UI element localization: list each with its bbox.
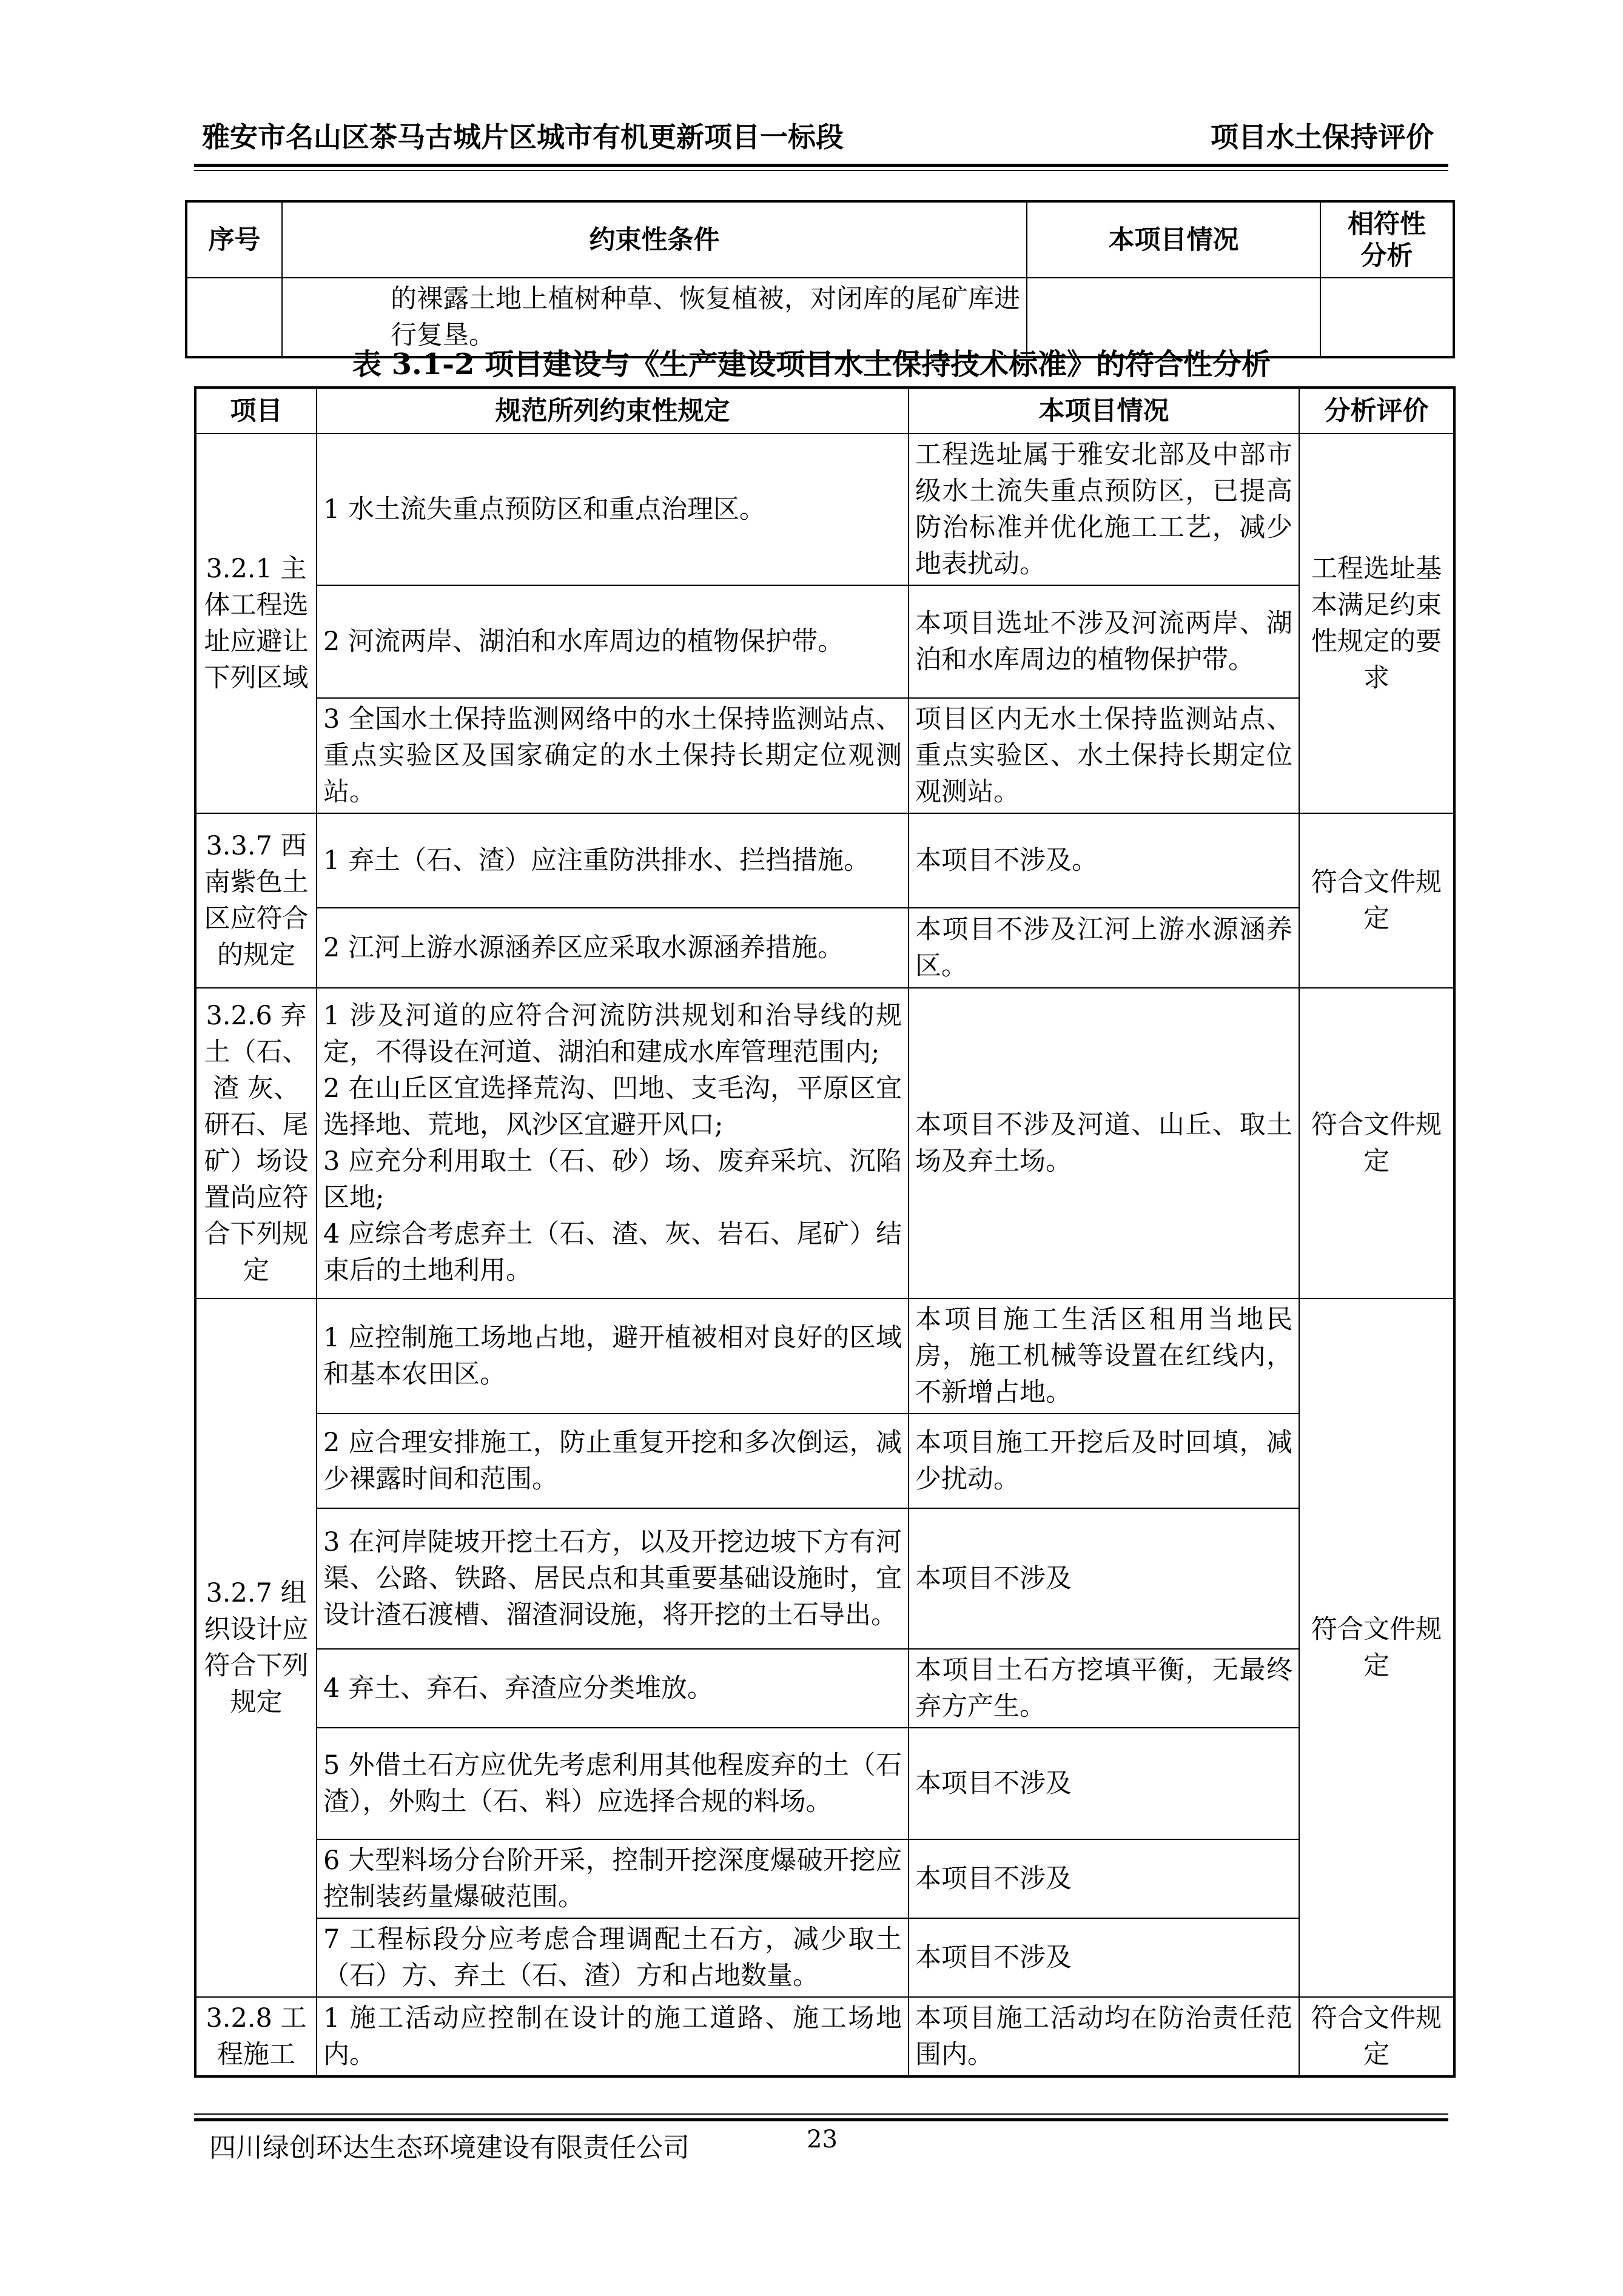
page-number: 23 [807, 2126, 838, 2153]
table2-title: 表 3.1-2 项目建设与《生产建设项目水土保持技术标准》的符合性分析 [352, 347, 1271, 381]
col-header-condition: 约束性条件 [282, 201, 1027, 278]
table-row [195, 1414, 1454, 1508]
group-evaluation: 符合文件规定 [1299, 813, 1454, 988]
situation-cell: 本项目不涉及河道、山丘、取土场及弃土场。 [909, 988, 1299, 1298]
table-row [195, 988, 1454, 1298]
situation-cell: 项目区内无水土保持监测站点、重点实验区、水土保持长期定位观测站。 [909, 698, 1299, 813]
situation-cell: 本项目不涉及 [909, 1728, 1299, 1839]
col-header-number: 序号 [186, 201, 282, 278]
situation-cell: 本项目土石方挖填平衡，无最终弃方产生。 [909, 1649, 1299, 1728]
col-header-rule: 规范所列约束性规定 [317, 388, 909, 434]
header-project-title: 雅安市名山区茶马古城片区城市有机更新项目一标段 [202, 121, 844, 153]
col-header-item: 项目 [195, 388, 317, 434]
situation-cell: 工程选址属于雅安北部及中部市级水土流失重点预防区，已提高防治标准并优化施工工艺，减少地表扰动。 [909, 434, 1299, 585]
table-row [195, 813, 1454, 908]
table-row [195, 434, 1454, 585]
compliance-table [194, 386, 1456, 2078]
rule-cell: 5 外借土石方应优先考虑利用其他程废弃的土（石渣），外购土（石、料）应选择合规的料场。 [317, 1728, 909, 1839]
situation-cell: 本项目施工生活区租用当地民房，施工机械等设置在红线内，不新增占地。 [909, 1298, 1299, 1414]
table-row [195, 1508, 1454, 1649]
footer-rule-thin [194, 2113, 1448, 2115]
continued-row-condition: 的裸露土地上植树种草、恢复植被，对闭库的尾矿库进行复垦。 [282, 278, 1027, 357]
rule-cell: 1 应控制施工场地占地，避开植被相对良好的区域和基本农田区。 [317, 1298, 909, 1414]
rule-cell: 7 工程标段分应考虑合理调配土石方，减少取土（石）方、弃土（石、渣）方和占地数量。 [317, 1918, 909, 1997]
situation-cell: 本项目施工活动均在防治责任范围内。 [909, 1997, 1299, 2076]
group-evaluation: 符合文件规定 [1299, 988, 1454, 1298]
group-evaluation: 工程选址基本满足约束性规定的要求 [1299, 434, 1454, 813]
col-header-situation: 本项目情况 [909, 388, 1299, 434]
constraint-table-continued [185, 200, 1455, 358]
situation-cell: 本项目不涉及 [909, 1839, 1299, 1918]
rule-cell: 1 弃土（石、渣）应注重防洪排水、拦挡措施。 [317, 813, 909, 908]
group-item: 3.2.8 工程施工 [195, 1997, 317, 2076]
rule-cell: 2 河流两岸、湖泊和水库周边的植物保护带。 [317, 585, 909, 698]
situation-cell: 本项目不涉及 [909, 1508, 1299, 1649]
rule-cell: 6 大型料场分台阶开采，控制开挖深度爆破开挖应控制装药量爆破范围。 [317, 1839, 909, 1918]
col-header-situation: 本项目情况 [1027, 201, 1320, 278]
table-row [195, 1918, 1454, 1997]
header-rule-thin [194, 170, 1448, 171]
rule-cell: 3 在河岸陡坡开挖土石方，以及开挖边坡下方有河渠、公路、铁路、居民点和其重要基础设施时，宜设计渣石渡槽、溜渣洞设施，将开挖的土石导出。 [317, 1508, 909, 1649]
table-row [195, 585, 1454, 698]
group-item: 3.2.1 主体工程选址应避让下列区域 [195, 434, 317, 813]
rule-cell: 2 江河上游水源涵养区应采取水源涵养措施。 [317, 908, 909, 988]
header-rule [194, 164, 1448, 167]
rule-cell: 1 涉及河道的应符合河流防洪规划和治导线的规定，不得设在河道、湖泊和建成水库管理范围内; 2 在山丘区宜选择荒沟、凹地、支毛沟，平原区宜选择地、荒地，风沙区宜避开风口; 3 应充分利用取土（石、砂）场、废弃采坑、沉陷区地; 4 应综合考虑弃土（石、渣、灰、岩石、尾矿）结束后的土地利用。 [317, 988, 909, 1298]
rule-cell: 1 施工活动应控制在设计的施工道路、施工场地内。 [317, 1997, 909, 2076]
table-row [195, 1298, 1454, 1414]
situation-cell: 本项目不涉及。 [909, 813, 1299, 908]
situation-cell: 本项目不涉及 [909, 1918, 1299, 1997]
group-item: 3.2.7 组织设计应符合下列规定 [195, 1298, 317, 1997]
footer-rule [194, 2118, 1448, 2121]
footer-company: 四川绿创环达生态环境建设有限责任公司 [209, 2132, 690, 2163]
col-header-analysis: 相符性 分析 [1320, 201, 1454, 278]
group-item: 3.2.6 弃土（石、渣 灰、研石、尾矿）场设置尚应符合下列规定 [195, 988, 317, 1298]
table-row [195, 1997, 1454, 2076]
group-evaluation: 符合文件规定 [1299, 1997, 1454, 2076]
situation-cell: 本项目施工开挖后及时回填，减少扰动。 [909, 1414, 1299, 1508]
situation-cell: 本项目选址不涉及河流两岸、湖泊和水库周边的植物保护带。 [909, 585, 1299, 698]
table-row [195, 1649, 1454, 1728]
group-item: 3.3.7 西南紫色土区应符合的规定 [195, 813, 317, 988]
header-section-title: 项目水土保持评价 [1211, 121, 1434, 153]
situation-cell: 本项目不涉及江河上游水源涵养区。 [909, 908, 1299, 988]
table-row [195, 1839, 1454, 1918]
group-evaluation: 符合文件规定 [1299, 1298, 1454, 1997]
table-row [195, 698, 1454, 813]
rule-cell: 1 水土流失重点预防区和重点治理区。 [317, 434, 909, 585]
col-header-evaluation: 分析评价 [1299, 388, 1454, 434]
rule-cell: 4 弃土、弃石、弃渣应分类堆放。 [317, 1649, 909, 1728]
table-row [195, 908, 1454, 988]
rule-cell: 2 应合理安排施工，防止重复开挖和多次倒运，减少裸露时间和范围。 [317, 1414, 909, 1508]
rule-cell: 3 全国水土保持监测网络中的水土保持监测站点、重点实验区及国家确定的水土保持长期定位观测站。 [317, 698, 909, 813]
table-row [195, 1728, 1454, 1839]
